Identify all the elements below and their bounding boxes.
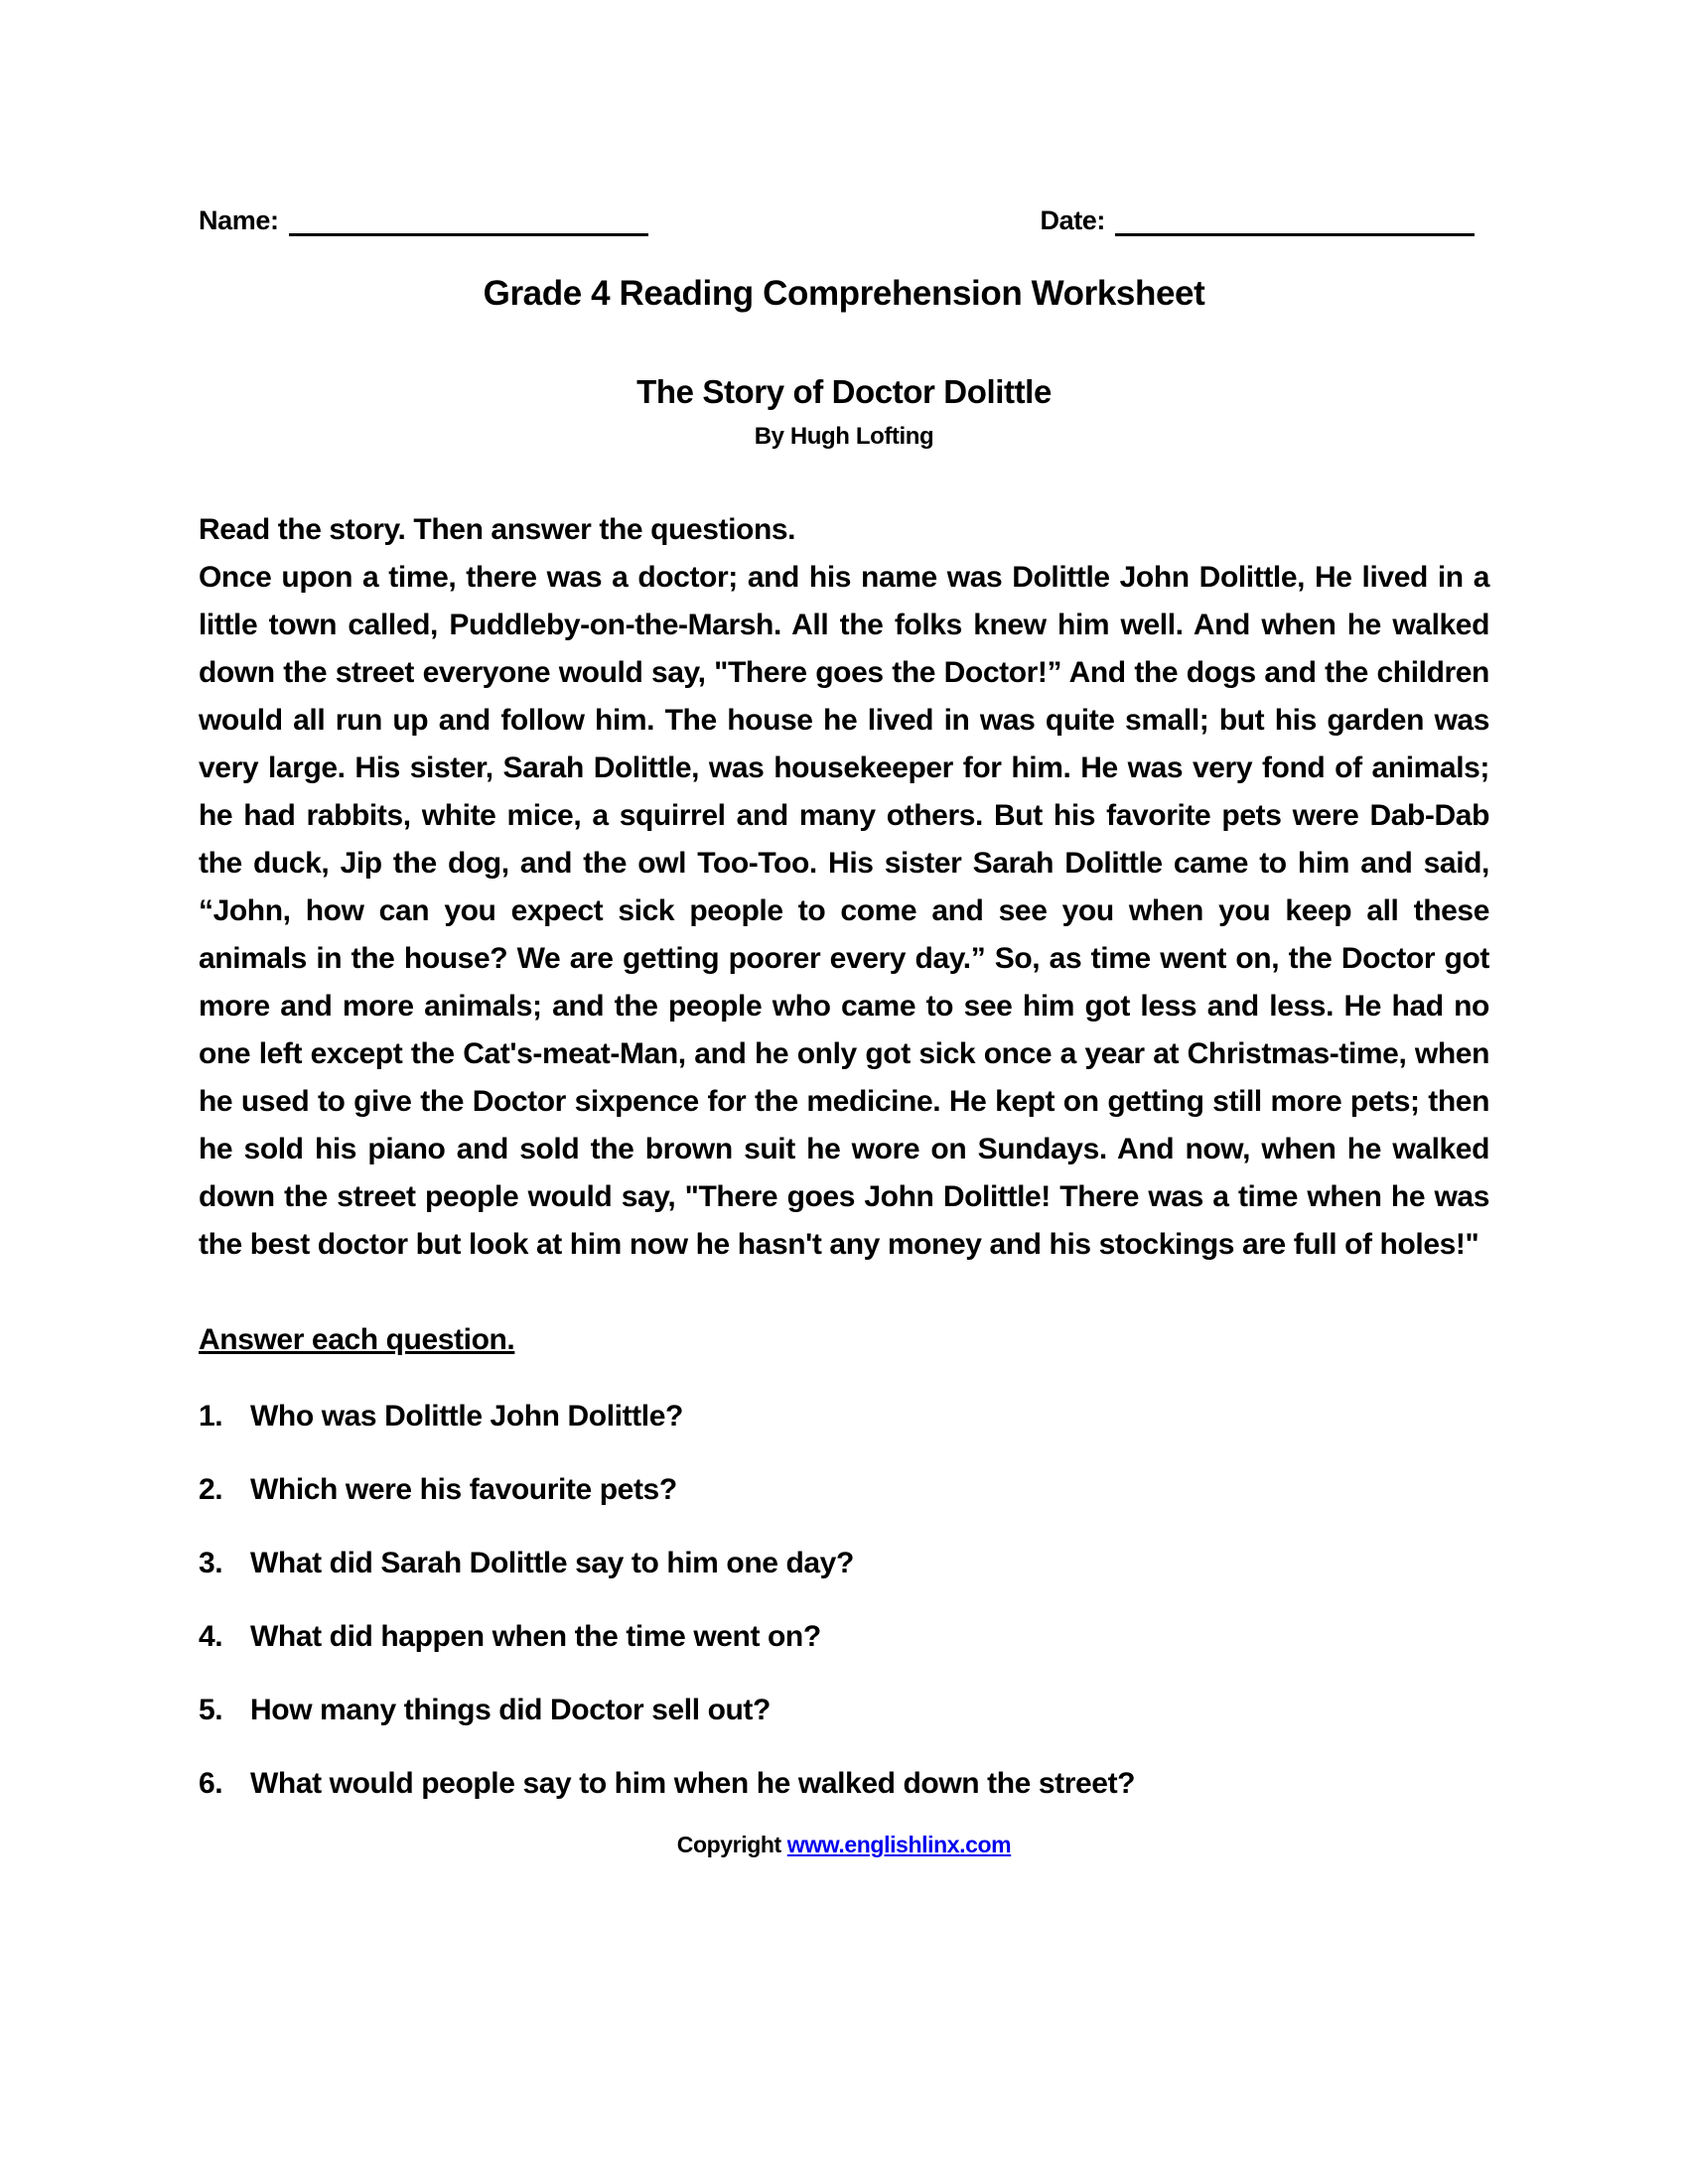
footer [0, 1831, 1688, 1858]
questions-list [199, 1400, 1489, 1801]
copyright-link[interactable]: www.englishlinx.com [786, 1832, 1012, 1857]
story-text: Once upon a time, there was a doctor; and his name was Dolittle John Dolittle, He lived in a little town called, Puddleby-on-the-Marsh. All the folks knew him well. And when he walked down the street everyone would say, "There goes the Doctor!” And the dogs and the children would all run up and follow him. The house he lived in was quite small; but his garden was very large. His sister, Sarah Dolittle, was housekeeper for him. He was very fond of animals; he had rabbits, white mice, a squirrel and many others. But his favorite pets were Dab-Dab the duck, Jip the dog, and the owl Too-Too. His sister Sarah Dolittle came to him and said, “John, how can you expect sick people to come and see you when you keep all these animals in the house? We are getting poorer every day.” So, as time went on, the Doctor got more and more animals; and the people who came to see him got less and less. He had no one left except the Cat's-meat-Man, and he only got sick once a year at Christmas-time, when he used to give the Doctor sixpence for the medicine. He kept on getting still more pets; then he sold his piano and sold the brown suit he wore on Sundays. And now, when he walked down the street people would say, "There goes John Dolittle! There was a time when he was the best doctor but look at him now he hasn't any money and his stockings are full of holes!" [199, 561, 1489, 1261]
instructions-text: Read the story. Then answer the questions. [199, 513, 796, 546]
question-text: What would people say to him when he walked down the street? [250, 1767, 1136, 1800]
story-byline: By Hugh Lofting [754, 423, 934, 450]
question-number: 2. [199, 1473, 223, 1506]
question-number: 3. [199, 1547, 223, 1579]
question-item-6 [199, 1767, 1489, 1801]
date-field [1040, 204, 1475, 236]
question-number: 1. [199, 1400, 223, 1433]
question-item-2 [199, 1473, 1489, 1507]
question-number: 5. [199, 1694, 223, 1726]
date-blank-line [1115, 204, 1475, 236]
question-number: 6. [199, 1767, 223, 1800]
name-field [199, 204, 648, 236]
question-text: What did Sarah Dolittle say to him one day? [250, 1547, 854, 1579]
question-item-1 [199, 1400, 1489, 1433]
date-label: Date: [1040, 205, 1105, 235]
question-text: Who was Dolittle John Dolittle? [250, 1400, 683, 1433]
story-title: The Story of Doctor Dolittle [636, 373, 1052, 410]
name-blank-line [289, 204, 648, 236]
question-item-5 [199, 1694, 1489, 1727]
questions-heading: Answer each question. [199, 1323, 515, 1356]
question-text: Which were his favourite pets? [250, 1473, 677, 1506]
worksheet-title: Grade 4 Reading Comprehension Worksheet [483, 274, 1205, 313]
question-text: What did happen when the time went on? [250, 1620, 821, 1653]
question-item-4 [199, 1620, 1489, 1654]
question-item-3 [199, 1547, 1489, 1580]
name-label: Name: [199, 205, 279, 235]
question-number: 4. [199, 1620, 223, 1653]
question-text: How many things did Doctor sell out? [250, 1694, 771, 1726]
copyright-label: Copyright [676, 1832, 781, 1857]
header-row [199, 204, 1475, 236]
